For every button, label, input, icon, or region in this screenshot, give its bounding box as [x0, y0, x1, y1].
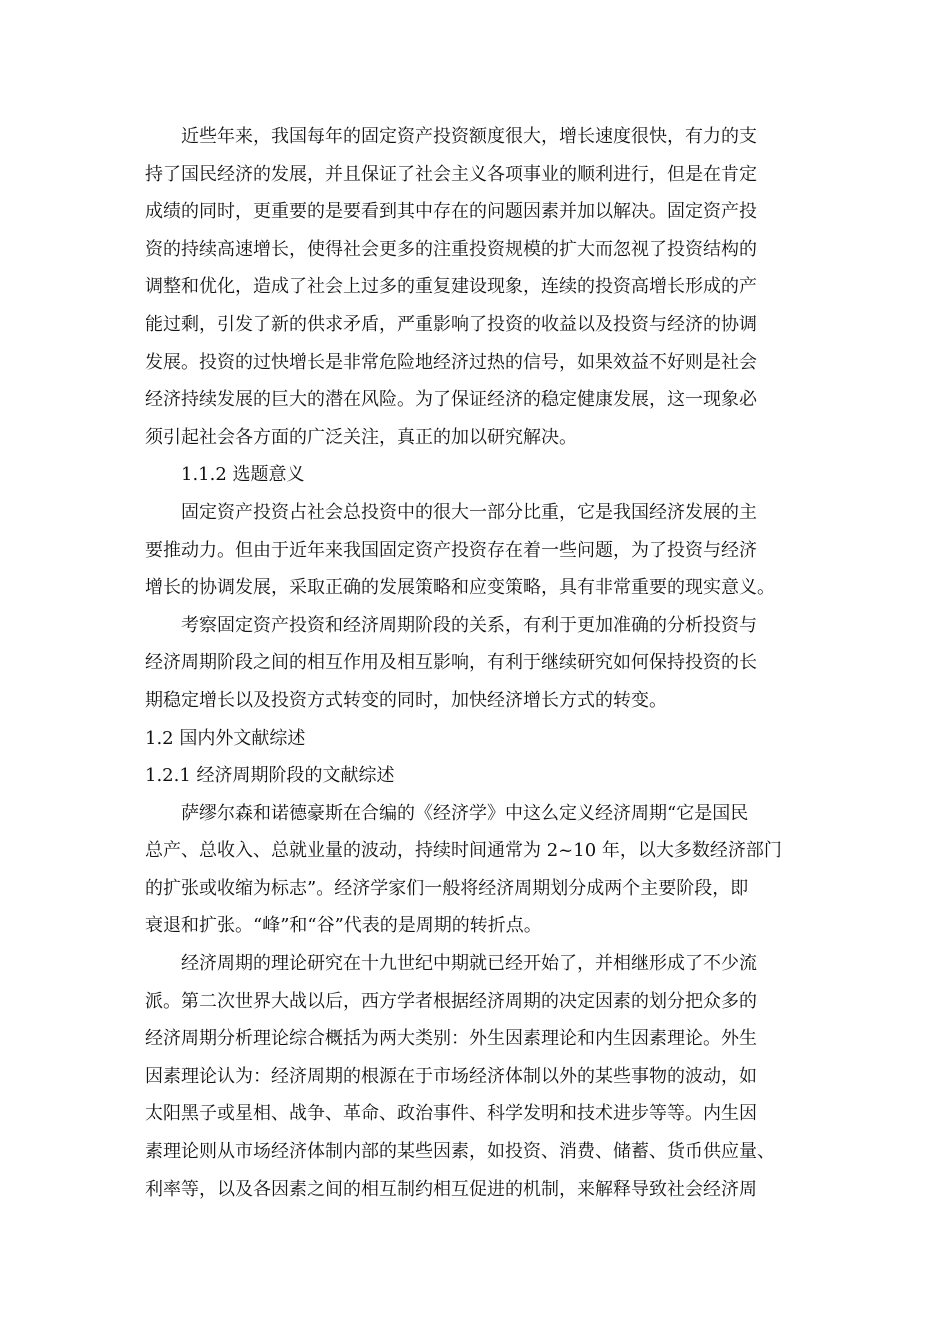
text-line: 经济持续发展的巨大的潜在风险。为了保证经济的稳定健康发展，这一现象必: [145, 389, 757, 411]
text-line: 期稳定增长以及投资方式转变的同时，加快经济增长方式的转变。: [145, 689, 667, 711]
text-line: 固定资产投资占社会总投资中的很大一部分比重，它是我国经济发展的主: [181, 501, 757, 523]
paragraph-investment-growth: [145, 118, 810, 456]
text-line: 经济周期分析理论综合概括为两大类别：外生因素理论和内生因素理论。外生: [145, 1028, 757, 1050]
text-line: 经济周期的理论研究在十九世纪中期就已经开始了，并相继形成了不少流: [181, 953, 757, 975]
document-page: [145, 118, 810, 1208]
text-line: 资的持续高速增长，使得社会更多的注重投资规模的扩大而忽视了投资结构的: [145, 238, 757, 260]
text-line: 总产、总收入、总就业量的波动，持续时间通常为 2~10 年，以大多数经济部门: [145, 840, 782, 862]
text-line: 增长的协调发展，采取正确的发展策略和应变策略，具有非常重要的现实意义。: [145, 577, 775, 599]
text-line: 因素理论认为：经济周期的根源在于市场经济体制以外的某些事物的波动，如: [145, 1065, 757, 1087]
text-line: 发展。投资的过快增长是非常危险地经济过热的信号，如果效益不好则是社会: [145, 351, 757, 373]
text-line: 利率等，以及各因素之间的相互制约相互促进的机制，来解释导致社会经济周: [145, 1178, 757, 1200]
text-line: 近些年来，我国每年的固定资产投资额度很大，增长速度很快，有力的支: [181, 126, 757, 147]
text-line: 经济周期阶段之间的相互作用及相互影响，有利于继续研究如何保持投资的长: [145, 652, 757, 674]
paragraph-cycle-theories: [145, 945, 810, 1208]
text-line: 考察固定资产投资和经济周期阶段的关系，有利于更加准确的分析投资与: [181, 614, 757, 636]
text-line: 调整和优化，造成了社会上过多的重复建设现象，连续的投资高增长形成的产: [145, 276, 757, 298]
text-line: 持了国民经济的发展，并且保证了社会主义各项事业的顺利进行，但是在肯定: [145, 163, 757, 185]
text-line: 要推动力。但由于近年来我国固定资产投资存在着一些问题，为了投资与经济: [145, 539, 757, 561]
text-line: 萨缪尔森和诺德豪斯在合编的《经济学》中这么定义经济周期“它是国民: [181, 802, 749, 824]
section-heading-1-2: 1.2 国内外文献综述: [145, 727, 306, 749]
section-heading-1-2-1: 1.2.1 经济周期阶段的文献综述: [145, 765, 395, 787]
text-line: 衰退和扩张。“峰”和“谷”代表的是周期的转折点。: [145, 915, 542, 937]
text-line: 太阳黑子或星相、战争、革命、政治事件、科学发明和技术进步等等。内生因: [145, 1103, 757, 1125]
text-line: 素理论则从市场经济体制内部的某些因素，如投资、消费、储蓄、货币供应量、: [145, 1141, 775, 1163]
text-line: 的扩张或收缩为标志”。经济学家们一般将经济周期划分成两个主要阶段，即: [145, 877, 749, 899]
text-line: 成绩的同时，更重要的是要看到其中存在的问题因素并加以解决。固定资产投: [145, 201, 757, 223]
paragraph-samuelson-definition: [145, 795, 810, 945]
paragraph-relationship: [145, 607, 810, 720]
text-line: 派。第二次世界大战以后，西方学者根据经济周期的决定因素的划分把众多的: [145, 990, 757, 1012]
text-line: 须引起社会各方面的广泛关注，真正的加以研究解决。: [145, 426, 577, 448]
section-heading-1-1-2: 1.1.2 选题意义: [181, 464, 305, 486]
paragraph-significance: [145, 494, 810, 607]
text-line: 能过剩，引发了新的供求矛盾，严重影响了投资的收益以及投资与经济的协调: [145, 313, 757, 335]
